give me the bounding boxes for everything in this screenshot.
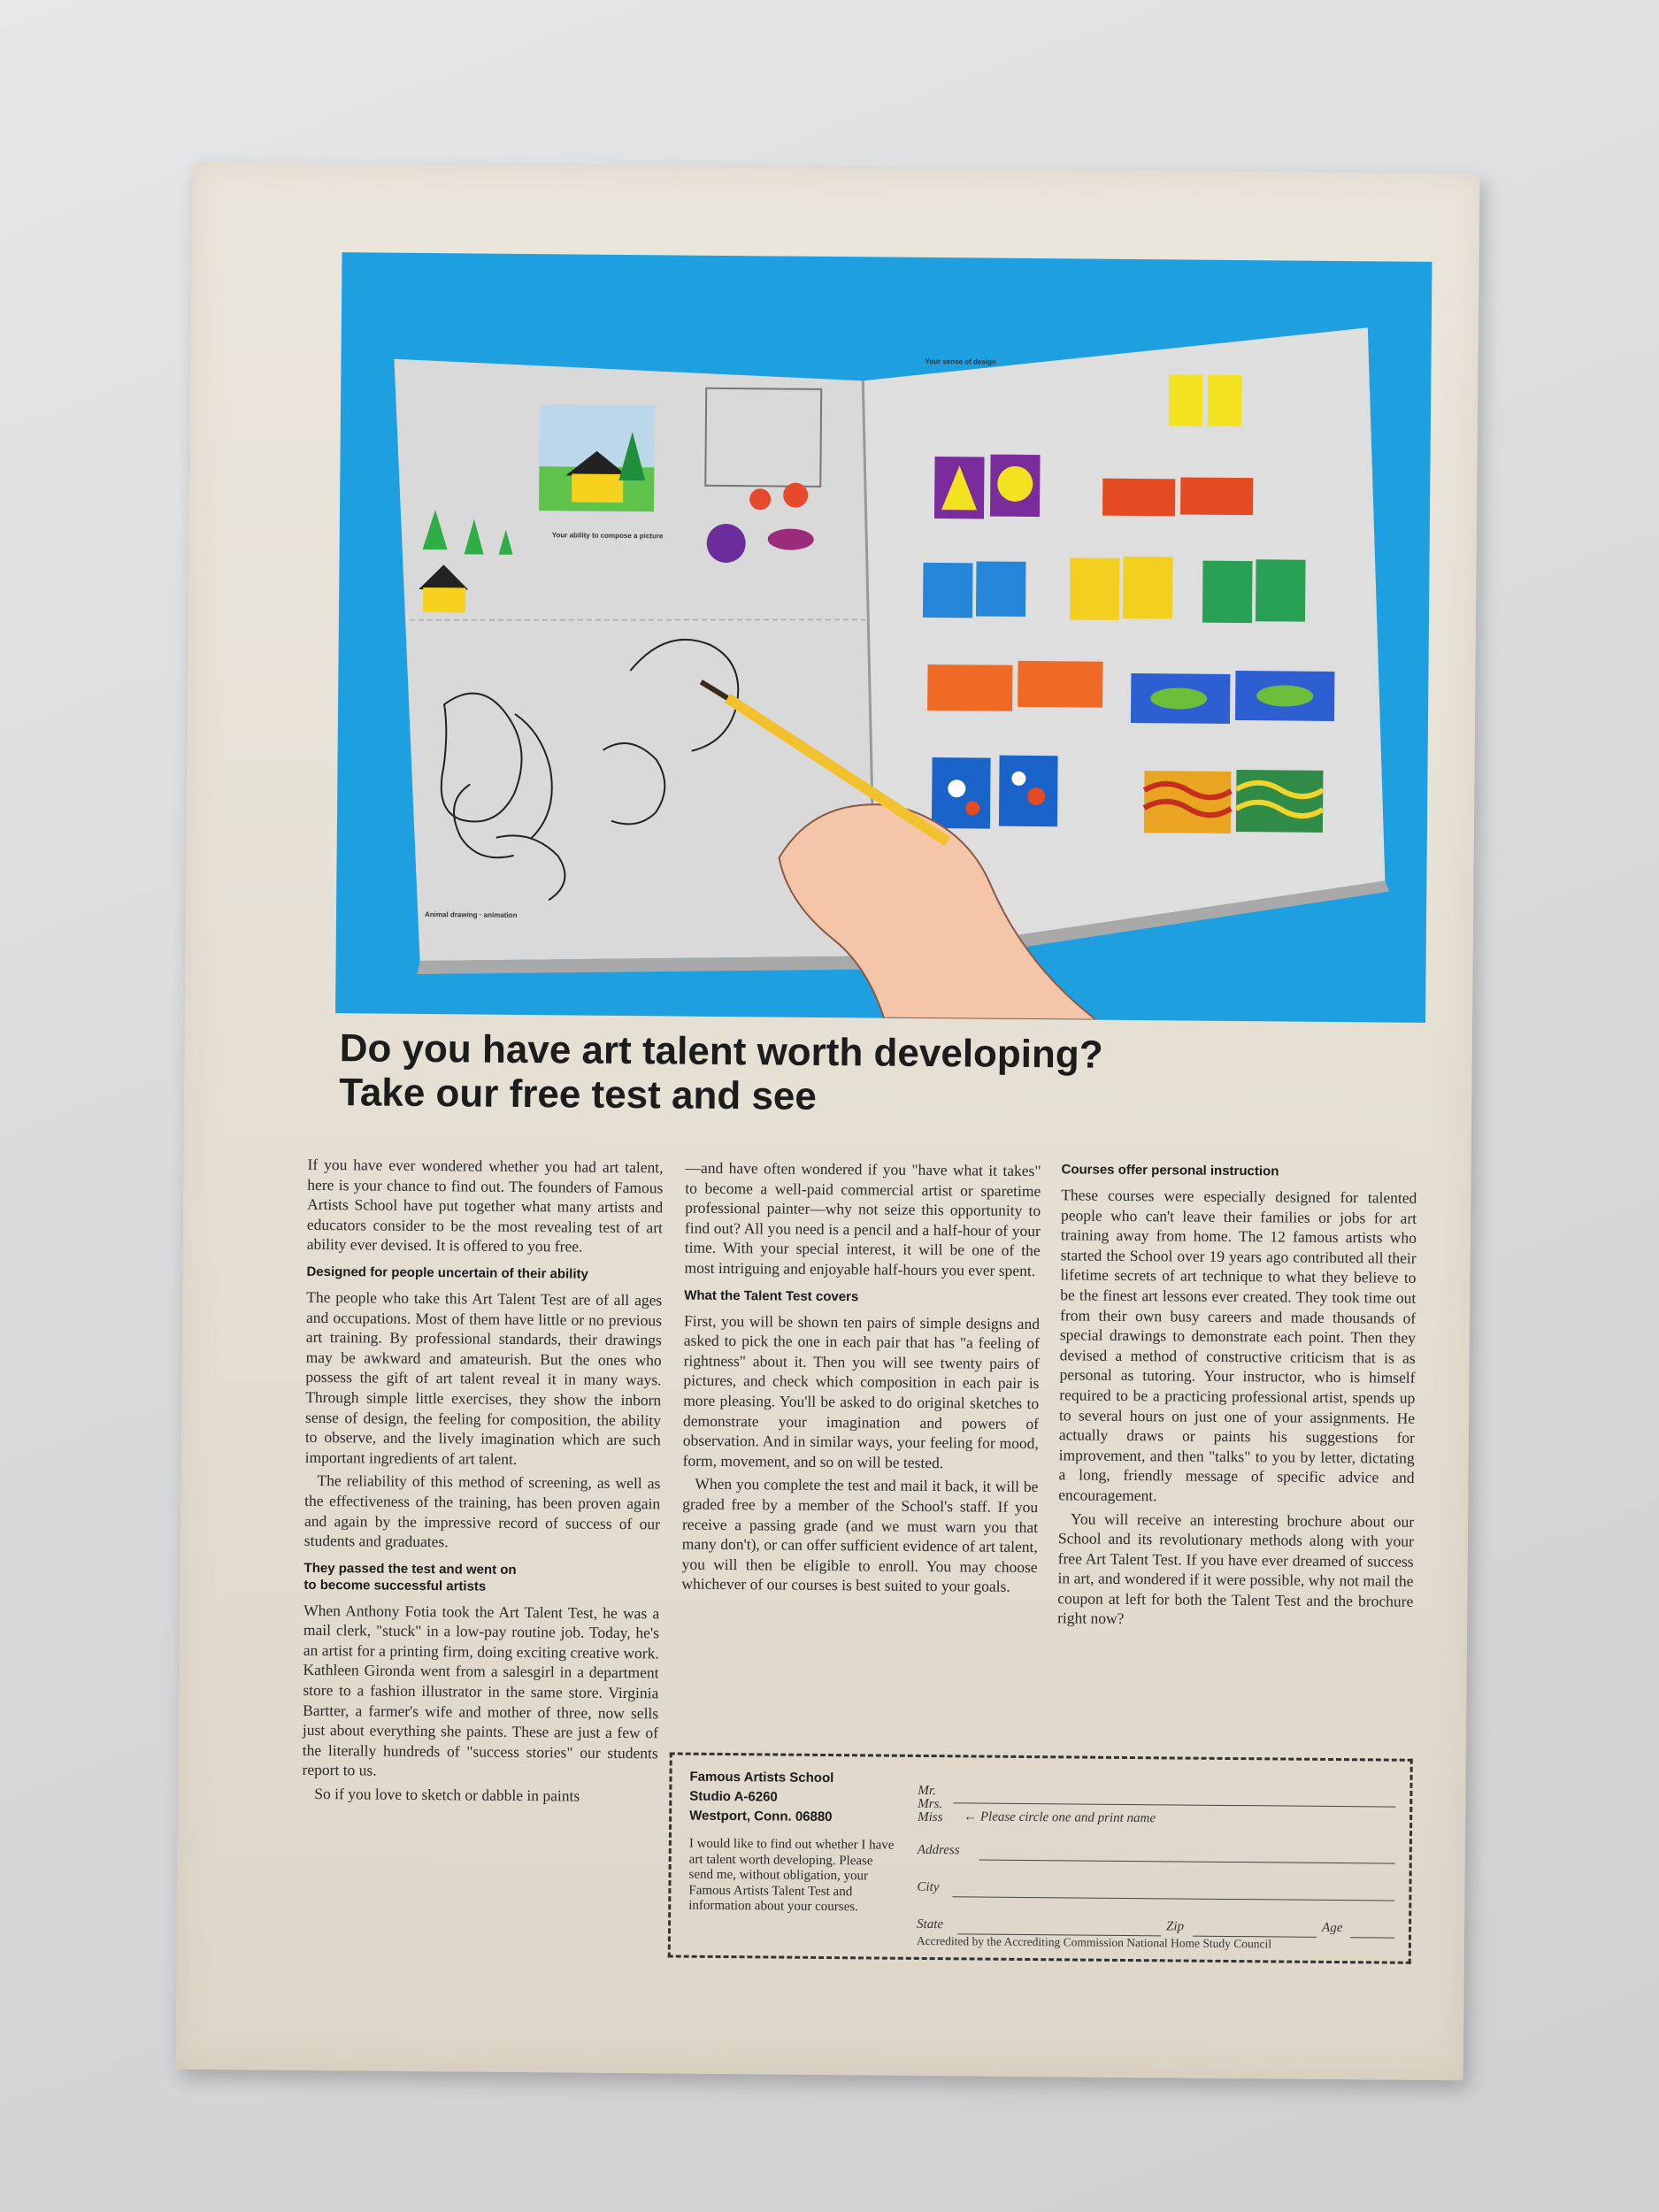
design-square (1180, 477, 1253, 515)
design-square (1123, 557, 1173, 618)
dot-shape (1027, 787, 1045, 805)
subheading: Designed for people uncertain of their ability (306, 1263, 588, 1282)
name-field[interactable] (918, 1777, 1396, 1834)
subheading: Courses offer personal instruction (1061, 1162, 1279, 1179)
headline (339, 1026, 1428, 1125)
circle-shape (997, 466, 1033, 502)
vase-shape (707, 524, 746, 563)
column-2 (681, 1158, 1041, 1601)
dot-shape (1011, 772, 1025, 786)
art-talent-test-illustration (335, 252, 1432, 1023)
coupon-request-text: I would like to find out whether I have art talent worth developing. Please send me, without obligation, your Famous Artists Talent Test and information about your courses. (688, 1836, 895, 1915)
design-square (976, 561, 1026, 616)
design-square (1102, 479, 1175, 517)
paragraph: If you have ever wondered whether you had art talent, here is your chance to find out. The founders of Famous Artists School have put together what many artists and educators consider to be the most revealing test of art ability ever devised. It is offered to you free. (306, 1155, 664, 1256)
name-line (953, 1802, 1395, 1807)
design-square (1256, 559, 1306, 621)
animal-caption: Animal drawing · animation (424, 910, 518, 919)
address-line (979, 1860, 1395, 1864)
subheading: What the Talent Test covers (684, 1287, 859, 1304)
school-city: Westport, Conn. 06880 (689, 1808, 833, 1825)
subheading-line-1: They passed the test and went on (303, 1560, 517, 1578)
coupon-fields (917, 1777, 1396, 1946)
design-square (1202, 561, 1253, 623)
column-3 (1057, 1161, 1417, 1635)
paragraph: —and have often wondered if you "have what it takes" to become a well-paid commercial artist or sparetime professional painter—why not seize this opportunity to find out? All you need is a pencil and a half-hour of your time. With your special interest, it will be one of the most intriguing and enjoyable half-hours you ever spent. (684, 1158, 1041, 1280)
illustration-svg (335, 252, 1432, 1023)
subheading (303, 1560, 659, 1597)
studio-number: Studio A-6260 (689, 1788, 778, 1805)
city-line (952, 1896, 1394, 1901)
design-square (1018, 661, 1102, 708)
subheading-line-2: to become successful artists (303, 1577, 487, 1594)
paragraph: These courses were especially designed for talented people who can't leave their families or jobs for art training away from home. The 12 famous artists who started the School over 19 years ago contributed all their lifetime secrets of art technique to what they believe to be the finest art lessons ever created. They took time out from their own busy careers and made thousands of special drawings to demonstrate each point. Then they devised a method of constructive criticism that is as personal as tutoring. Your instructor, who is himself required to be a practicing professional artist, spends up to several hours on just one of your assignments. He actually draws or paints his suggestions for improvement, and then "talks" to you by letter, dictating a long, friendly message of specific advice and encouragement. (1058, 1186, 1417, 1505)
fruit-shape (783, 483, 808, 508)
design-square (927, 664, 1012, 711)
title-options[interactable]: Mr. Mrs. Miss (918, 1783, 943, 1825)
paragraph: The reliability of this method of screening, as well as the effectiveness of the training, has been proven again and again by the impressive record of success of our students and graduates. (303, 1471, 661, 1551)
age-line (1350, 1937, 1394, 1938)
design-square (1208, 375, 1242, 426)
paragraph: When you complete the test and mail it back, it will be graded free by a member of the School's staff. If you receive a passing grade (and we must warn you that many don't), or can offer sufficient evidence of art talent, you will then be eligible to enroll. You may choose whichever of our courses is best suited to your goals. (681, 1475, 1039, 1596)
design-square (1070, 557, 1120, 619)
paragraph: You will receive an interesting brochure about our School and its revolutionary methods along with your free Art Talent Test. If you have ever dreamed of success in art, and wondered if it were possible, why not mail the coupon at left for both the Talent Test and the brochure right now? (1057, 1509, 1415, 1628)
paragraph: The people who take this Art Talent Test are of all ages and occupations. Most of them have little or no previous art training. By professional standards, their drawings may be awkward and amateurish. But the ones who possess the gift of art talent reveal it in many ways. Through simple little exercises, they show the inborn sense of design, the feeling for composition, the ability to observe, and the lively imagination which are such important ingredients of art talent. (304, 1287, 663, 1468)
state-zip-age-field[interactable]: State Zip Age (917, 1904, 1394, 1946)
left-page-caption: Your ability to compose a picture (551, 531, 664, 541)
column-1 (302, 1155, 663, 1810)
house-shape (572, 473, 623, 503)
paragraph: First, you will be shown ten pairs of simple designs and asked to pick the one in each pair that has "a feeling of rightness" about it. Then you will see twenty pairs of pictures, and check which composition in each pair is more pleasing. You'll be asked to do original sketches to demonstrate your imagination and powers of observation. And in similar ways, your feeling for mood, form, movement, and so on will be tested. (682, 1311, 1041, 1471)
fruit-shape (749, 488, 771, 510)
address-field[interactable]: Address (918, 1830, 1395, 1871)
magazine-back-cover (176, 163, 1480, 2081)
paragraph: When Anthony Fotia took the Art Talent Test, he was a mail clerk, "stuck" in a low-pay routine job. Today, he's an artist for a printing firm, doing exciting creative work. Kathleen Gironda went from a salesgirl in a department store to a fashion illustrator in the same store. Virginia Bartter, a farmer's wife and mother of three, now sells just about everything she paints. These are just a few of the literally hundreds of "success stories" our students report to us. (302, 1601, 660, 1780)
design-square (999, 756, 1058, 827)
circle-note: ← Please circle one and print name (964, 1809, 1156, 1826)
school-address (689, 1768, 833, 1827)
design-square (1169, 374, 1203, 426)
accreditation-note: Accredited by the Accrediting Commission National Home Study Council (916, 1933, 1272, 1951)
school-name: Famous Artists School (689, 1769, 834, 1786)
headline-line-2: Take our free test and see (339, 1071, 818, 1118)
headline-line-1: Do you have art talent worth developing? (339, 1026, 1103, 1077)
mail-in-coupon[interactable] (668, 1752, 1413, 1963)
house-shape (423, 588, 465, 612)
right-page-title: Your sense of design (925, 357, 996, 366)
dot-shape (965, 801, 979, 815)
dot-shape (948, 780, 965, 797)
paragraph: So if you love to sketch or dabble in paints (314, 1784, 580, 1805)
city-field[interactable]: City (917, 1867, 1394, 1909)
design-square (923, 563, 973, 618)
